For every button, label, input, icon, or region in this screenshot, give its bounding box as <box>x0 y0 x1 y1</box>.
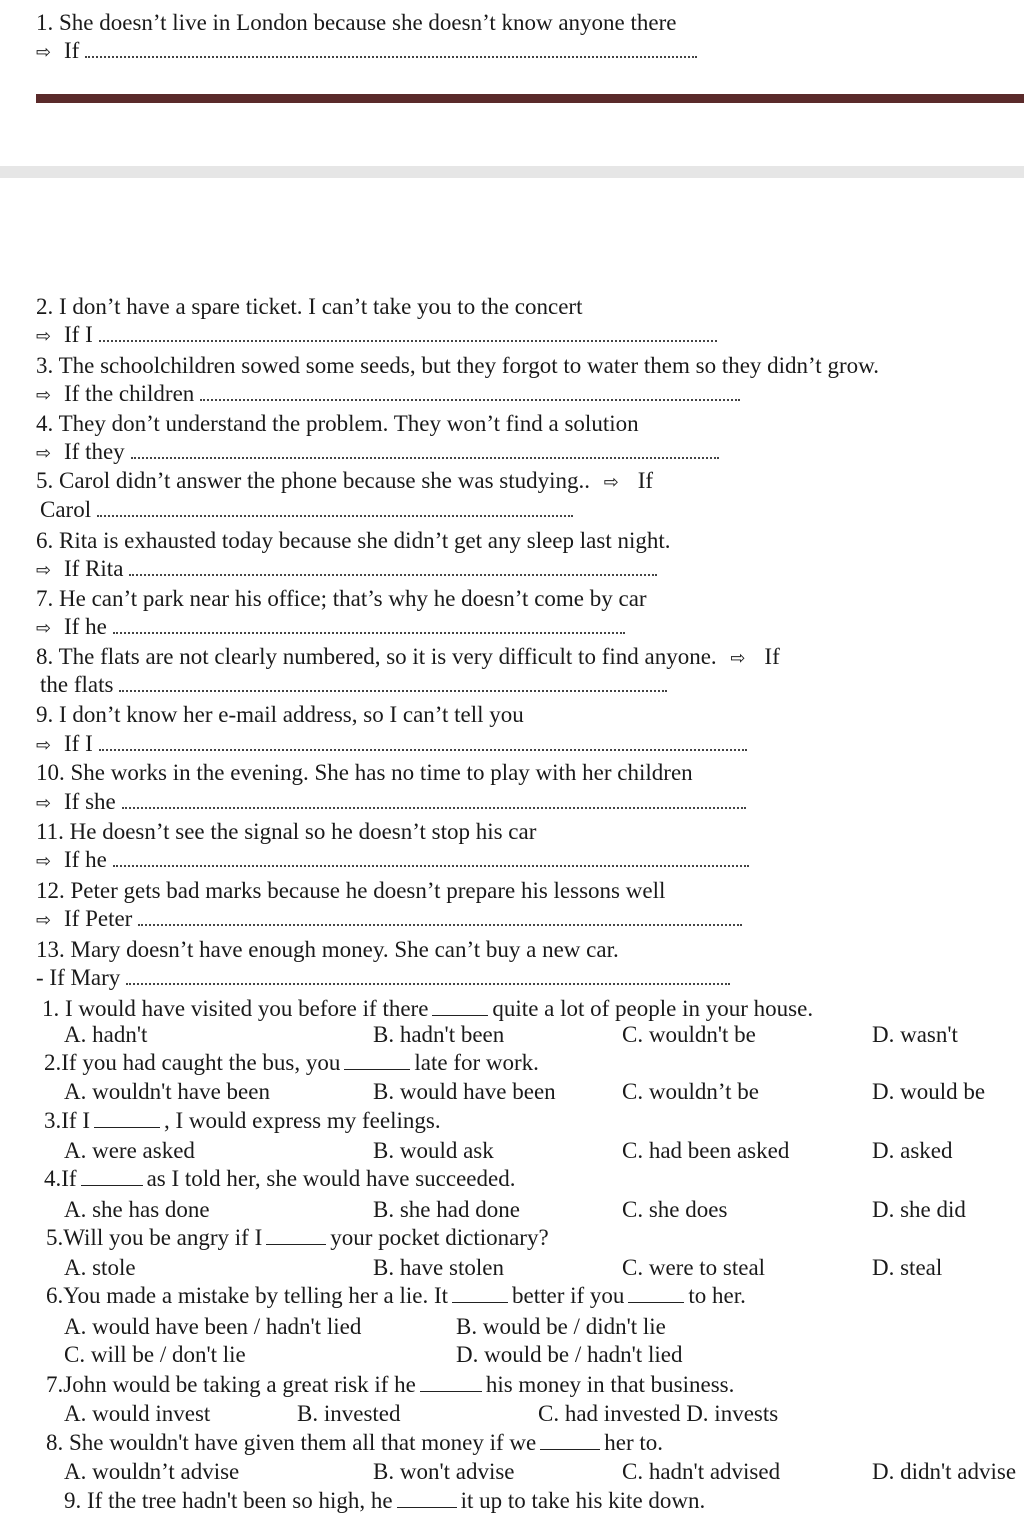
question-10: 10. She works in the evening. She has no time to play with her children <box>36 760 693 785</box>
question-1: 1. She doesn’t live in London because she doesn’t know anyone there <box>36 10 677 35</box>
option-4c[interactable]: C. she does <box>622 1197 728 1222</box>
option-7b[interactable]: B. invested <box>297 1401 401 1426</box>
arrow-right-icon: ⇨ <box>36 443 52 464</box>
divider-strip <box>0 166 1024 178</box>
arrow-right-icon: ⇨ <box>36 385 52 406</box>
arrow-right-icon: ⇨ <box>36 326 52 347</box>
answer-line-5[interactable]: Carol <box>40 496 573 524</box>
arrow-right-icon: ⇨ <box>36 618 52 639</box>
answer-line-3[interactable]: ⇨ If the children <box>36 380 740 410</box>
question-6: 6. Rita is exhausted today because she didn’t get any sleep last night. <box>36 528 671 553</box>
answer-line-8[interactable]: the flats <box>40 671 667 699</box>
answer-blank[interactable] <box>81 1165 143 1186</box>
option-6d[interactable]: D. would be / hadn't lied <box>456 1342 683 1367</box>
arrow-right-icon: ⇨ <box>36 910 52 931</box>
mc-question-9: 9. If the tree hadn't been so high, he it up to take his kite down. <box>64 1488 706 1513</box>
option-8c[interactable]: C. hadn't advised <box>622 1459 781 1484</box>
mc-question-7: 7.John would be taking a great risk if he his money in that business. <box>46 1372 735 1397</box>
question-9: 9. I don’t know her e-mail address, so I can’t tell you <box>36 702 524 727</box>
option-3d[interactable]: D. asked <box>872 1138 953 1163</box>
answer-line-7[interactable]: ⇨ If he <box>36 613 625 643</box>
answer-blank[interactable] <box>344 1049 410 1070</box>
mc-question-3: 3.If I , I would express my feelings. <box>44 1108 441 1133</box>
answer-line-11[interactable]: ⇨ If he <box>36 846 749 876</box>
mc-question-5: 5.Will you be angry if I your pocket dictionary? <box>46 1225 549 1250</box>
option-3c[interactable]: C. had been asked <box>622 1138 790 1163</box>
option-8d[interactable]: D. didn't advise <box>872 1459 1017 1484</box>
answer-blank[interactable] <box>397 1487 457 1508</box>
option-5c[interactable]: C. were to steal <box>622 1255 766 1280</box>
option-2b[interactable]: B. would have been <box>373 1079 556 1104</box>
question-13: 13. Mary doesn’t have enough money. She can’t buy a new car. <box>36 937 619 962</box>
answer-line-4[interactable]: ⇨ If they <box>36 438 719 468</box>
question-8: 8. The flats are not clearly numbered, so it is very difficult to find anyone. ⇨ If <box>36 643 780 673</box>
arrow-right-icon: ⇨ <box>36 851 52 872</box>
option-6c[interactable]: C. will be / don't lie <box>64 1342 246 1367</box>
arrow-right-icon: ⇨ <box>36 735 52 756</box>
answer-blank[interactable] <box>628 1282 684 1303</box>
option-1c[interactable]: C. wouldn't be <box>622 1022 756 1047</box>
option-1a[interactable]: A. hadn't <box>64 1022 148 1047</box>
answer-line-13[interactable]: - If Mary <box>36 964 730 992</box>
option-3a[interactable]: A. were asked <box>64 1138 195 1163</box>
arrow-right-icon: ⇨ <box>36 560 52 581</box>
answer-blank[interactable] <box>540 1429 600 1450</box>
answer-line-9[interactable]: ⇨ If I <box>36 730 747 760</box>
option-6b[interactable]: B. would be / didn't lie <box>456 1314 666 1339</box>
answer-blank[interactable] <box>94 1107 160 1128</box>
mc-question-2: 2.If you had caught the bus, you late for work. <box>44 1050 539 1075</box>
arrow-right-icon: ⇨ <box>603 472 619 493</box>
answer-line-6[interactable]: ⇨ If Rita <box>36 555 657 585</box>
option-5b[interactable]: B. have stolen <box>373 1255 504 1280</box>
option-3b[interactable]: B. would ask <box>373 1138 494 1163</box>
option-1d[interactable]: D. wasn't <box>872 1022 958 1047</box>
question-11: 11. He doesn’t see the signal so he doesn’t stop his car <box>36 819 537 844</box>
mc-question-1: 1. I would have visited you before if there quite a lot of people in your house. <box>42 996 814 1021</box>
option-7cd[interactable]: C. had invested D. invests <box>538 1401 779 1426</box>
mc-question-4: 4.If as I told her, she would have succeeded. <box>44 1166 516 1191</box>
answer-blank[interactable] <box>432 995 488 1016</box>
option-5d[interactable]: D. steal <box>872 1255 943 1280</box>
question-3: 3. The schoolchildren sowed some seeds, but they forgot to water them so they didn’t grow. <box>36 353 879 378</box>
option-4a[interactable]: A. she has done <box>64 1197 210 1222</box>
question-2: 2. I don’t have a spare ticket. I can’t take you to the concert <box>36 294 583 319</box>
option-2c[interactable]: C. wouldn’t be <box>622 1079 759 1104</box>
answer-line-2[interactable]: ⇨ If I <box>36 321 717 351</box>
option-4b[interactable]: B. she had done <box>373 1197 520 1222</box>
answer-line-12[interactable]: ⇨ If Peter <box>36 905 742 935</box>
question-4: 4. They don’t understand the problem. They won’t find a solution <box>36 411 639 436</box>
arrow-right-icon: ⇨ <box>730 648 746 669</box>
answer-line-1[interactable]: ⇨ If <box>36 37 697 67</box>
option-4d[interactable]: D. she did <box>872 1197 966 1222</box>
question-12: 12. Peter gets bad marks because he doesn’t prepare his lessons well <box>36 878 666 903</box>
option-7a[interactable]: A. would invest <box>64 1401 211 1426</box>
divider-bar <box>36 94 1024 103</box>
arrow-right-icon: ⇨ <box>36 42 52 63</box>
question-5: 5. Carol didn’t answer the phone because she was studying.. ⇨ If <box>36 467 653 497</box>
option-6a[interactable]: A. would have been / hadn't lied <box>64 1314 362 1339</box>
option-2a[interactable]: A. wouldn't have been <box>64 1079 270 1104</box>
option-2d[interactable]: D. would be <box>872 1079 986 1104</box>
option-5a[interactable]: A. stole <box>64 1255 136 1280</box>
answer-blank[interactable] <box>266 1224 326 1245</box>
answer-blank[interactable] <box>420 1371 482 1392</box>
option-8b[interactable]: B. won't advise <box>373 1459 515 1484</box>
mc-question-8: 8. She wouldn't have given them all that money if we her to. <box>46 1430 663 1455</box>
option-8a[interactable]: A. wouldn’t advise <box>64 1459 240 1484</box>
arrow-right-icon: ⇨ <box>36 793 52 814</box>
mc-question-6: 6.You made a mistake by telling her a lie. It better if you to her. <box>46 1283 746 1308</box>
answer-line-10[interactable]: ⇨ If she <box>36 788 746 818</box>
option-1b[interactable]: B. hadn't been <box>373 1022 505 1047</box>
answer-blank[interactable] <box>452 1282 508 1303</box>
question-7: 7. He can’t park near his office; that’s why he doesn’t come by car <box>36 586 647 611</box>
